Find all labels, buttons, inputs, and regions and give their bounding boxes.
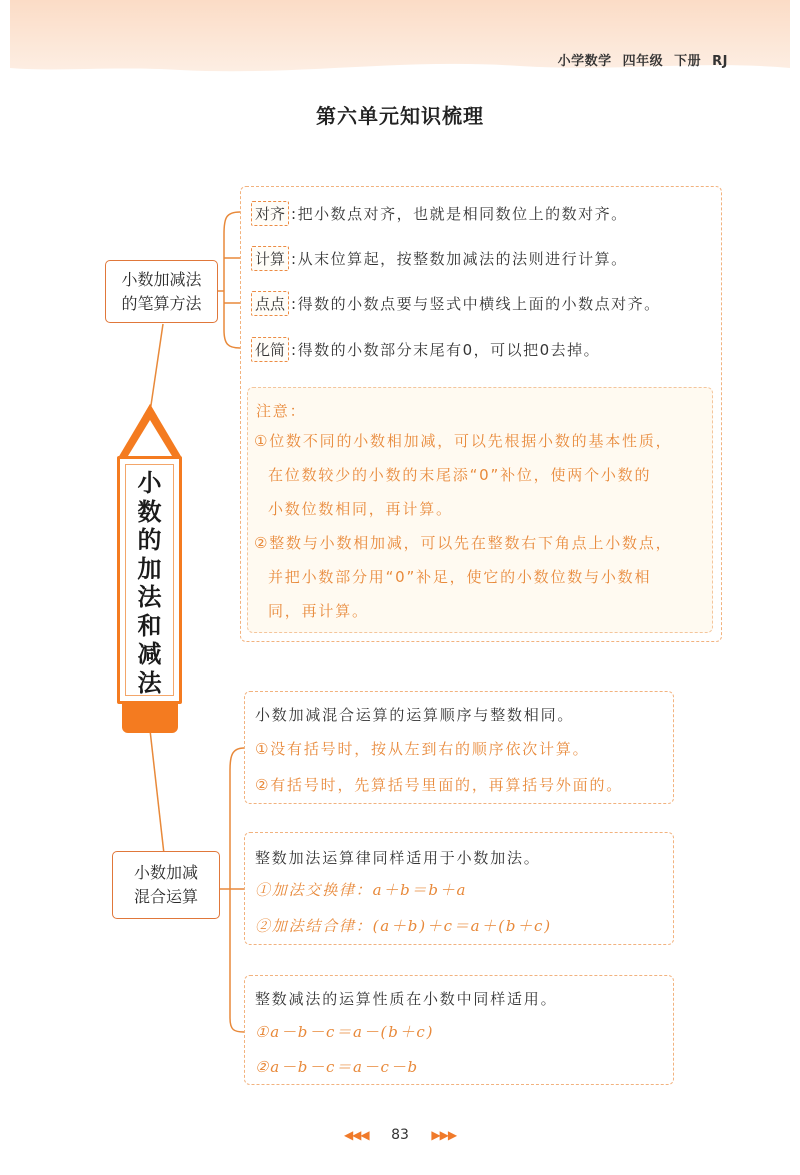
mixed-order-box — [244, 691, 674, 804]
page-number: 83 — [391, 1127, 409, 1143]
prev-arrows-icon: ◀◀◀ — [343, 1128, 369, 1142]
note-line-2: 在位数较少的小数的末尾添“0”补位，使两个小数的 — [268, 466, 652, 484]
note-line-1: ①位数不同的小数相加减，可以先根据小数的基本性质， — [254, 432, 673, 450]
subtraction-rule-2: ②a－b－c＝a－c－b — [255, 1058, 419, 1076]
central-topic-text: 小 数 的 加 法 和 减 法 — [137, 469, 162, 697]
addition-laws-box — [244, 832, 674, 945]
note-heading: 注意： — [256, 402, 307, 420]
next-arrows-icon: ▶▶▶ — [431, 1128, 457, 1142]
commutative-law: ①加法交换律：a＋b＝b＋a — [255, 881, 468, 899]
mixed-order-line-3: ②有括号时，先算括号里面的，再算括号外面的。 — [255, 776, 624, 794]
tag-calculate: 计算 — [251, 246, 289, 271]
note-line-3: 小数位数相同，再计算。 — [268, 500, 453, 518]
item-calculate: 计算 : 从末位算起，按整数加减法的法则进行计算。 — [251, 246, 628, 271]
note-line-5: 并把小数部分用“0”补足，使它的小数位数与小数相 — [268, 568, 652, 586]
branch-node-mixed-operations: 小数加减 混合运算 — [112, 851, 220, 919]
item-simplify: 化简 : 得数的小数部分末尾有0，可以把0去掉。 — [251, 337, 600, 362]
item-align: 对齐 : 把小数点对齐，也就是相同数位上的数对齐。 — [251, 201, 628, 226]
central-topic-pencil — [117, 456, 182, 704]
associative-law: ②加法结合律：(a＋b)＋c＝a＋(b＋c) — [255, 917, 552, 935]
tag-dot: 点点 — [251, 291, 289, 316]
note-line-6: 同，再计算。 — [268, 602, 369, 620]
note-line-4: ②整数与小数相加减，可以先在整数右下角点上小数点， — [254, 534, 673, 552]
mixed-order-line-2: ①没有括号时，按从左到右的顺序依次计算。 — [255, 740, 590, 758]
branch-node-written-calculation: 小数加减法 的笔算方法 — [105, 260, 218, 323]
subtraction-line-1: 整数减法的运算性质在小数中同样适用。 — [255, 990, 558, 1008]
page-title: 第六单元知识梳理 — [316, 104, 484, 128]
item-dot: 点点 : 得数的小数点要与竖式中横线上面的小数点对齐。 — [251, 291, 661, 316]
branch1-content-box — [240, 186, 722, 642]
addition-laws-line-1: 整数加法运算律同样适用于小数加法。 — [255, 849, 541, 867]
pencil-eraser — [122, 701, 178, 733]
book-info: 小学数学 四年级 下册 RJ — [557, 54, 728, 69]
tag-simplify: 化简 — [251, 337, 289, 362]
page-number-footer — [0, 1127, 800, 1143]
note-box — [247, 387, 713, 633]
subtraction-rule-1: ①a－b－c＝a－(b＋c) — [255, 1023, 435, 1041]
subtraction-properties-box — [244, 975, 674, 1085]
mixed-order-line-1: 小数加减混合运算的运算顺序与整数相同。 — [255, 706, 575, 724]
tag-align: 对齐 — [251, 201, 289, 226]
